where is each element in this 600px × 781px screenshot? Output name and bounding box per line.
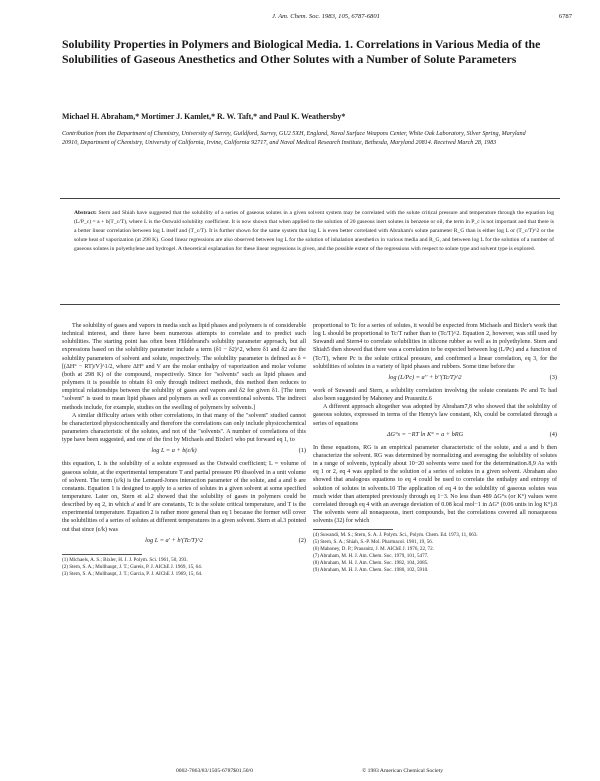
footnote: (9) Abraham, M. H. J. Am. Chem. Soc. 1980, 102, 5910. [313,566,429,573]
divider-top [60,198,560,199]
footnote: (8) Abraham, M. H. J. Am. Chem. Soc. 1982, 104, 2085. [313,559,429,566]
footnote: (1) Michaels, A. S.; Bixler, H. J. J. Polym. Sci. 1961, 50, 393. [62,556,188,563]
equation-text: log (L/Pc) = a'' + b''(Tc/T)^2 [388,373,462,381]
body-paragraph: this equation, L is the solubility of a solute expressed as the Ostwald coefficient; L = volume of gaseous solute, at the experimental temperature T and partial pressure P0 dissolved in a unit volume of solvent. The term (ε/k) is the Lennard-Jones interaction parameter of the solute, and a and b are constants. Equation 1 is designed to apply to a series of solutes in a given solvent at some specified temperature. Later on, Stern et al.2 showed that the solubility of gases in polymers could be described by eq 2, in which a' and b' are constants, Tc is the solute critical temperature, and T is the experimental temperature. Equation 2 is rather more general than eq 1 because the former will cover the solubilities of a series of solutes at different temperatures in a given solvent. Stern et al.3 pointed out that since (ε/k) was [62,461,306,533]
footnote: (7) Abraham, M. H. J. Am. Chem. Soc. 1979, 101, 5477. [313,553,429,559]
equation-1 [62,444,306,460]
equation-number: (4) [549,430,557,438]
footnote: (3) Stern, S. A.; Mullhaupt, J. T.; Garcia, P. J. AIChE J. 1969, 15, 64. [62,570,203,577]
equation-text: ΔG°s = −RT ln K° = a + bRG [386,430,464,438]
footnote-rule [313,529,393,530]
equation-text: log L = a + b(ε/k) [151,447,197,455]
right-column [313,322,557,574]
running-header [60,13,572,25]
body-paragraph: A similar difficulty arises with other correlations, in that many of the "solvent" studied cannot be characterized physicochemically and therefore the correlations can only include physicochemical parameters characteristic of the solutes, and not of the "solvents". A number of correlations of this type have been suggested, and one of the first by Michaels and Bixler1 who put forward eq 1, to [62,412,306,444]
abstract-label: Abstract: [74,210,97,216]
equation-number: (1) [298,447,306,455]
left-column [62,322,306,577]
equation-text: log L = a' + b'(Tc/T)^2 [145,536,203,544]
body-paragraph: proportional to Tc for a series of solutes, it would be expected from Michaels and Bixler's work that log L should be proportional to Tc/T rather than to (Tc/T)^2. Equation 2, however, was still used by Suwandi and Stern4 to correlate solubilities in silicone rubber as well as in polyethylene. Stern and Shiah5 then showed that there was a correlation to be expected between log (L/Pc) and a function of (Tc/T), where Pc is the solute critical pressure, and confirmed a linear correlation, eq 3, for the solubilities of solutes in a variety of lipid phases and rubbers. Some time before the [313,323,557,370]
equation-3 [313,371,557,387]
footnote: (6) Mahoney, D. P.; Prausnitz, J. M. AIChE J. 1976, 22, 72. [313,546,434,553]
body-paragraph: The solubility of gases and vapors in media such as lipid phases and polymers is of considerable technical interest, and there have been numerous attempts to correlate and to predict such solubilities. The starting point has often been Hildebrand's solubility parameter approach, but all expressions based on the solubility parameter include a term (δ1 − δ2)^2, where δ1 and δ2 are the solubility parameters of solvent and solute, respectively. The solubility parameter is defined as δ = [(ΔH° − RT)/V]^1/2, where ΔH° and V are the molar enthalpy of vaporization and molar volume (both at 298 K) of the compound, respectively. Since for "solvents" such as lipid phases and polymers it is possible to obtain δ1 only through indirect methods, this method then reduces to empirical relationships between the solubility of gases and vapors and δ2 for given δ1. [The term "solvent" is used to mean lipid phases and polymers as well as conventional solvents. The indirect methods include, for example, studies on the swelling of polymers by solvents.] [62,323,306,411]
body-paragraph: work of Suwandi and Stern, a solubility correlation involving the solute constants Pc and Tc had also been suggested by Mahoney and Prausnitz.6 [313,387,557,403]
footnote-rule [62,554,142,555]
copyright: © 1983 American Chemical Society [362,768,443,774]
equation-2 [62,534,306,550]
article-code: 0002-7863/83/1505-6787$01.50/0 [176,768,253,774]
equation-number: (3) [549,373,557,381]
body-paragraph: A different approach altogether was adopted by Abraham7,8 who showed that the solubility of gaseous solutes, expressed in terms of the Henry's law constant, Kh, could be correlated through a series of equations [313,404,557,427]
equation-4 [313,428,557,444]
footnote: (2) Stern, S. A.; Mullhaupt, J. T.; Gareis, P. J. AIChE J. 1969, 15, 64. [62,563,203,570]
abstract-text: Stern and Shiah have suggested that the solubility of a series of gaseous solutes in a given solvent system may be correlated with the solute critical pressure and temperature through the equation log (L/P_c) = a + b(T_c/T), where L is the Ostwald solubility coefficient. It is now shown that when applied to the solution of 20 gaseous inert solutes in benzene or oil, the term in P_c is not important and that there is a better linear correlation between log L itself and (T_c/T). It is further shown for the same system that log L is even better correlated with Abraham's solute parameter R_G than is either log L or (T_c/T)^2 or the solute heat of vaporization (at 298 K). Good linear regressions are also observed between log L for the solution of inhalation anesthetics in various media and R_G, and between log L for the solution of a number of gaseous solutes in polyethylene and hydrogel. A theoretical explanation for these linear regressions is given, and the possible extent of the regressions with respect to solute type and solvent type is explored. [74,210,554,252]
footnotes [62,557,306,578]
equation-number: (2) [298,536,306,544]
divider-bottom [60,304,560,305]
affiliations: Contribution from the Department of Chemistry, University of Surrey, Guildford, Surrey, GU2 5XH, England, Naval Surface Weapons Center, White Oak Laboratory, Silver Spring, Maryland 20910, Department of Chemistry, University of California, Irvine, California 92717, and Naval Medical Research Institute, Bethesda, Maryland 20814. Received March 28, 1983 [62,131,526,146]
footnote: (4) Suwandi, M. S.; Stern, S. A. J. Polym. Sci., Polym. Chem. Ed. 1973, 11, 663. [313,532,478,539]
journal-citation: J. Am. Chem. Soc. 1983, 105, 6787-6801 [272,13,380,20]
author-list: Michael H. Abraham,* Mortimer J. Kamlet,* R. W. Taft,* and Paul K. Weathersby* [62,112,346,121]
page-number: 6787 [558,13,572,20]
body-paragraph: In these equations, RG is an empirical parameter characteristic of the solute, and a and b then characterize the solvent. RG was determined by normalizing and averaging the solubility of solutes in a range of solvents, typically about 10−20 solvents were used for the determination.8,9 As with eq 1 or 2, eq 4 was applied to the solution of a series of solutes in a given solvent. Abraham also showed that analogous equations to eq 4 could be used to correlate the enthalpy and entropy of solution of solutes in solvents.10 The application of eq 4 to the solubility of gaseous solutes was much wider than attempted previously through eq 1−3. No less than 489 ΔG°s (or K°) values were correlated through eq 4 with an average deviation of 0.08 kcal mol−1 in ΔG° (0.06 units in log K°).8 The solvents were all nonaqueous, inert compounds, but the correlations covered all nonaqueous solvents (32) for which [313,444,557,525]
abstract [74,209,554,254]
article-title: Solubility Properties in Polymers and Biological Media. 1. Correlations in Various Media of the Solubilities of Gaseous Anesthetics and Other Solutes with a Number of Solute Parameters [62,37,541,67]
footnote: (5) Stern, S. A.; Shiah, S.-P. Mol. Pharmacol. 1981, 19, 56. [313,539,434,546]
footnotes [313,532,557,573]
